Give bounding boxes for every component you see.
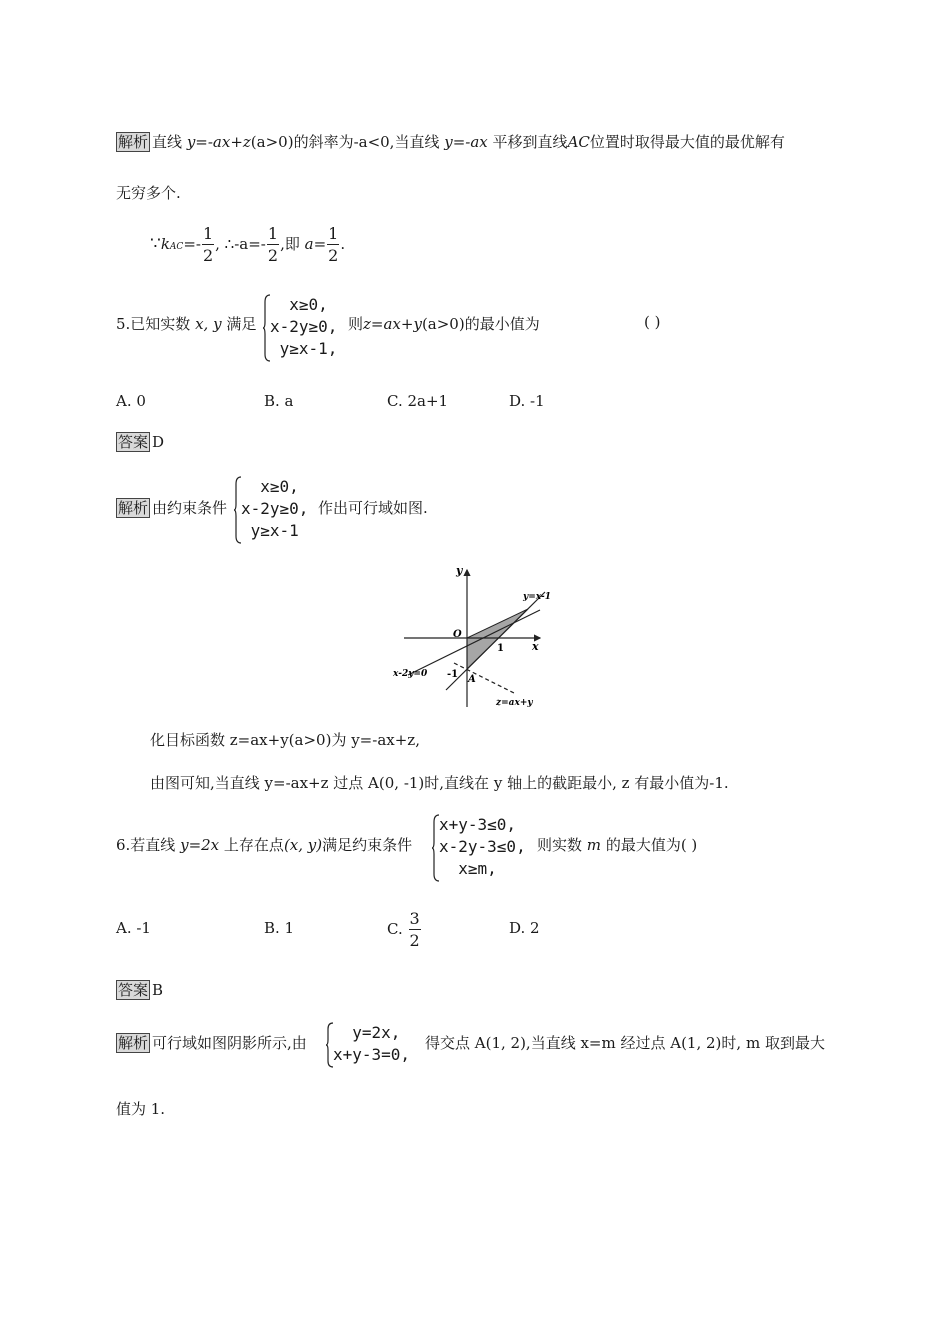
point-a-label: A (468, 674, 476, 685)
answer-label: 答案 (118, 433, 149, 451)
question-6-tail: 则实数 m 的最大值为( ) (537, 836, 698, 854)
option-d: D. 2 (509, 919, 540, 937)
analysis-label-row: 解析 由约束条件 (118, 499, 228, 517)
origin-label: O (453, 629, 462, 640)
tick-label: -1 (447, 669, 459, 680)
analysis-text: 作出可行域如图. (318, 499, 428, 517)
analysis-text: 得交点 A(1, 2),当直线 x=m 经过点 A(1, 2)时, m 取到最大 (425, 1034, 825, 1052)
fraction: $\frac{1}{2}$ (328, 224, 339, 265)
analysis-line-1: 解析 直线 y=-ax+z(a>0)的斜率为-a<0,当直线 y=-ax 平移到直线AC位置时取得最大值的最优解有 (118, 133, 785, 151)
objective-line (454, 663, 516, 694)
line-label: z=ax+y (496, 698, 533, 708)
answer-paren: ( ) (644, 313, 661, 331)
analysis-text-continued: 值为 1. (116, 1100, 166, 1118)
option-a: A. 0 (116, 392, 146, 410)
slope-equation: ∵kAC=- $\frac{1}{2}$ , ∴-a=- $\frac{1}{2}$ ,即 a= $\frac{1}{2}$ . (150, 224, 346, 265)
fraction: $\frac{1}{2}$ (202, 224, 214, 265)
question-6-stem: 6.若直线 y=2x 上存在点(x, y)满足约束条件 (116, 836, 413, 854)
answer-line: 答案 D (118, 433, 165, 451)
option-a: A. -1 (116, 919, 151, 937)
feasible-region-graph (390, 562, 570, 712)
line-x-minus-2y (408, 610, 540, 675)
answer-line: 答案 B (118, 981, 164, 999)
answer-label: 答案 (118, 981, 149, 999)
analysis-line-3: 化目标函数 z=ax+y(a>0)为 y=-ax+z, (150, 731, 420, 749)
question-5-stem: 5.已知实数 x, y 满足 (116, 315, 257, 333)
analysis-label: 解析 (118, 133, 149, 151)
tick-label: 1 (497, 643, 504, 654)
line-y-equals-x-minus-1 (446, 592, 545, 690)
line-label: x-2y=0 (393, 669, 428, 679)
option-b: B. 1 (264, 919, 295, 937)
analysis-label-row: 解析 可行域如图阴影所示,由 (118, 1034, 307, 1052)
analysis-label: 解析 (118, 499, 149, 517)
analysis-line-2: 无穷多个. (116, 184, 181, 202)
option-d: D. -1 (509, 392, 545, 410)
fraction: $\frac{3}{2}$ (409, 909, 420, 950)
option-c: C. $\frac{3}{2}$ (387, 909, 420, 950)
question-5-objective: 则z=ax+y(a>0)的最小值为 (348, 315, 540, 333)
analysis-label: 解析 (118, 1034, 149, 1052)
option-c: C. 2a+1 (387, 392, 449, 410)
fraction: $\frac{1}{2}$ (267, 224, 279, 265)
option-b: B. a (264, 392, 294, 410)
analysis-line-4: 由图可知,当直线 y=-ax+z 过点 A(0, -1)时,直线在 y 轴上的截距最小, z 有最小值为-1. (150, 774, 729, 792)
y-axis-label: y (456, 564, 463, 577)
line-label: y=x-1 (523, 592, 551, 602)
x-axis-label: x (532, 640, 539, 653)
